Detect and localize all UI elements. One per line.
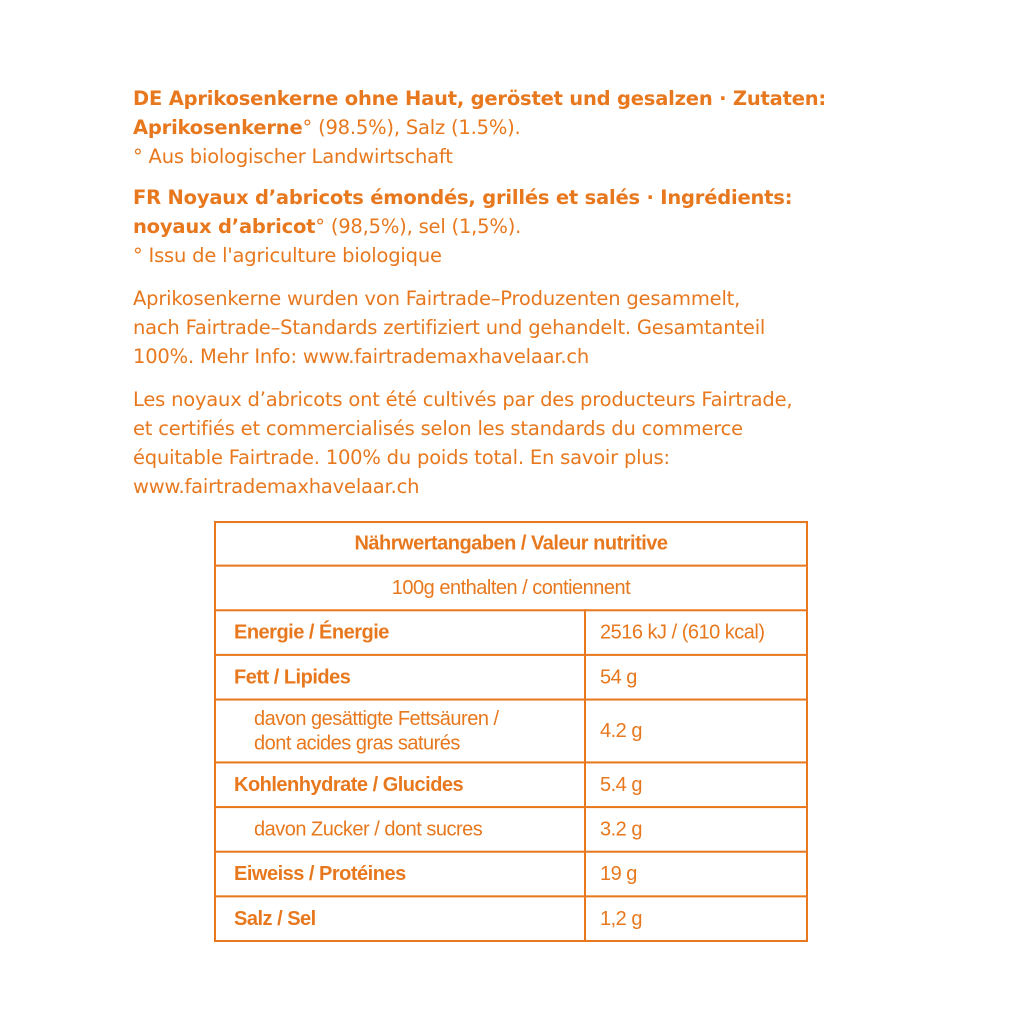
nutrient-label: Salz / Sel — [215, 896, 585, 941]
ingredients-fr-footnote: ° Issu de l'agriculture biologique — [133, 244, 442, 267]
nutrition-row-carbs — [215, 762, 807, 807]
ingredients-de-heading: DE Aprikosenkerne ohne Haut, geröstet und gesalzen · Zutaten: — [133, 87, 827, 110]
fairtrade-fr-line: équitable Fairtrade. 100% du poids total. En savoir plus: — [133, 446, 670, 469]
nutrient-sublabel-line: davon gesättigte Fettsäuren / — [254, 707, 499, 730]
nutrient-value: 19 g — [585, 852, 807, 897]
nutrient-value: 4.2 g — [585, 700, 807, 763]
ingredients-de-list — [133, 113, 913, 142]
nutrition-row-protein — [215, 852, 807, 897]
fairtrade-de-line: nach Fairtrade–Standards zertifiziert und gehandelt. Gesamtanteil — [133, 316, 766, 339]
nutrition-row-sugar — [215, 807, 807, 852]
nutrient-value: 2516 kJ / (610 kcal) — [585, 610, 807, 655]
nutrient-sublabel — [215, 700, 585, 763]
nutrient-value: 5.4 g — [585, 762, 807, 807]
fairtrade-de-line: Aprikosenkerne wurden von Fairtrade–Produzenten gesammelt, — [133, 287, 741, 310]
nutrient-value: 3.2 g — [585, 807, 807, 852]
nutrient-label: Energie / Énergie — [215, 610, 585, 655]
fairtrade-de-line: 100%. Mehr Info: www.fairtrademaxhavelaar.ch — [133, 345, 590, 368]
nutrition-row-saturated-fat — [215, 700, 807, 763]
ingredients-fr-rest: ° (98,5%), sel (1,5%). — [315, 215, 522, 238]
nutrient-sublabel-line: dont acides gras saturés — [254, 732, 460, 755]
nutrition-subtitle-row — [215, 566, 807, 611]
nutrition-title: Nährwertangaben / Valeur nutritive — [215, 522, 807, 566]
nutrient-label: Fett / Lipides — [215, 655, 585, 700]
nutrient-label: Eiweiss / Protéines — [215, 852, 585, 897]
nutrient-label: Kohlenhydrate / Glucides — [215, 762, 585, 807]
fairtrade-note-de — [133, 284, 913, 371]
nutrient-value: 1,2 g — [585, 896, 807, 941]
nutrition-row-salt — [215, 896, 807, 941]
nutrient-value: 54 g — [585, 655, 807, 700]
fairtrade-fr-line: www.fairtrademaxhavelaar.ch — [133, 475, 420, 498]
fairtrade-fr-line: Les noyaux d’abricots ont été cultivés par des producteurs Fairtrade, — [133, 388, 793, 411]
ingredients-de-rest: ° (98.5%), Salz (1.5%). — [302, 116, 521, 139]
nutrition-row-fat — [215, 655, 807, 700]
ingredients-fr-list — [133, 212, 913, 241]
ingredients-fr-heading: FR Noyaux d’abricots émondés, grillés et salés · Ingrédients: — [133, 186, 793, 209]
fairtrade-note-fr — [133, 385, 913, 501]
nutrition-title-row — [215, 522, 807, 566]
ingredients-de-footnote: ° Aus biologischer Landwirtschaft — [133, 145, 453, 168]
nutrient-sublabel: davon Zucker / dont sucres — [215, 807, 585, 852]
ingredients-de-main: Aprikosenkerne — [133, 116, 303, 139]
nutrition-row-energy — [215, 610, 807, 655]
ingredients-de — [133, 84, 913, 171]
fairtrade-fr-line: et certifiés et commercialisés selon les standards du commerce — [133, 417, 743, 440]
ingredients-fr-main: noyaux d’abricot — [133, 215, 316, 238]
ingredients-fr — [133, 183, 913, 270]
nutrition-table — [214, 521, 808, 942]
nutrition-subtitle: 100g enthalten / contiennent — [215, 566, 807, 611]
